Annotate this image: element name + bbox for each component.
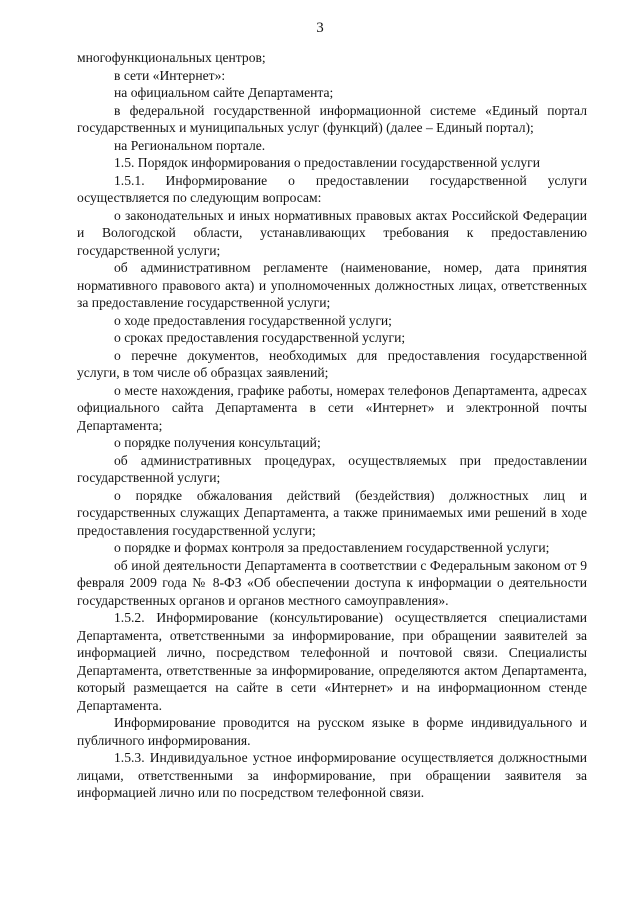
paragraph: 1.5.2. Информирование (консультирование) осуществляется специалистами Департамента, ответственными за информирование, при обращении заявителей за информацией лично, посредством телефонной и почтовой связи. Специалисты Департамента, ответственные за информирование, определяются актом Департамента, который размещается на сайте в сети «Интернет» и на информационном стенде Департамента. [77,610,587,713]
list-item: о законодательных и иных нормативных правовых актах Российской Федерации и Вологодской области, устанавливающих требования к предоставлению государственной услуги; [77,207,587,258]
list-item: об административных процедурах, осуществляемых при предоставлении государственной услуги; [77,452,587,485]
paragraph: Информирование проводится на русском языке в форме индивидуального и публичного информирования. [77,715,587,748]
paragraph: 1.5.3. Индивидуальное устное информирование осуществляется должностными лицами, ответственными за информирование, при обращении заявителя за информацией лично или по посредством телефонной связи. [77,750,587,800]
paragraph: в сети «Интернет»: [114,67,226,83]
paragraph: на Региональном портале. [114,137,266,153]
list-item: о порядке обжалования действий (бездействия) должностных лиц и государственных служащих Департамента, а также принимаемых ими решений в ходе предоставления государственной услуги; [77,487,587,538]
list-item: о перечне документов, необходимых для предоставления государственной услуги, в том числе об образцах заявлений; [77,347,587,380]
list-item: о порядке получения консультаций; [114,435,321,450]
list-item: о порядке и формах контроля за предоставлением государственной услуги; [114,540,550,555]
list-item: о месте нахождения, графике работы, номерах телефонов Департамента, адресах официального сайта Департамента в сети «Интернет» и электронной почты Департамента; [77,382,587,433]
paragraph: в федеральной государственной информационной системе «Единый портал государственных и муниципальных услуг (функций) (далее – Единый портал); [77,102,587,135]
section-heading: 1.5. Порядок информирования о предоставлении государственной услуги [114,155,541,170]
list-item: об иной деятельности Департамента в соответствии с Федеральным законом от 9 февраля 2009 года № 8-ФЗ «Об обеспечении доступа к информации о деятельности государственных органов и органов местного самоуправления». [77,557,587,608]
page-number: 3 [316,20,324,36]
list-item: о сроках предоставления государственной услуги; [114,330,406,345]
paragraph: многофункциональных центров; [77,50,266,65]
paragraph: 1.5.1. Информирование о предоставлении государственной услуги осуществляется по следующим вопросам: [77,172,587,205]
document-body [77,49,587,802]
paragraph: на официальном сайте Департамента; [114,85,334,100]
list-item: об административном регламенте (наименование, номер, дата принятия нормативного правового акта) и уполномоченных должностных лицах, ответственных за предоставление государственной услуги; [77,260,587,310]
list-item: о ходе предоставления государственной услуги; [114,312,392,328]
